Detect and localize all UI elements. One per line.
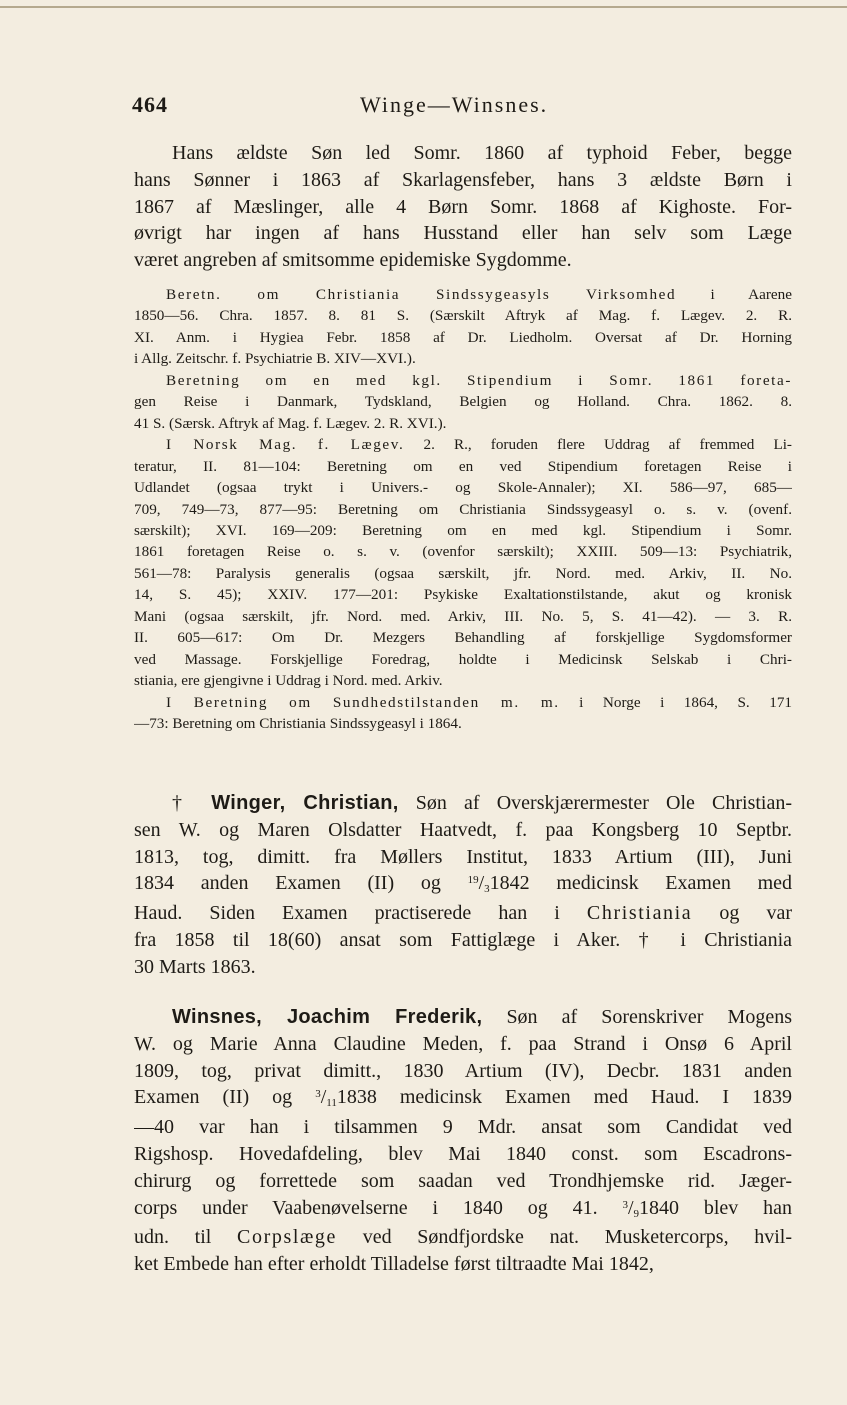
entry-heading-line: † Winger, Christian, Søn af Overskjærermester Ole Christian- [172, 792, 792, 814]
text-line: hans Sønner i 1863 af Skarlagensfeber, hans 3 ældste Børn i [134, 168, 792, 191]
text-line: fra 1858 til 18(60) ansat som Fattiglæge i Aker. † i Christiania [134, 928, 792, 951]
entry-winsnes [134, 1004, 792, 1278]
entry-winger [134, 790, 792, 981]
bib-line: 14, S. 45); XXIV. 177—201: Psykiske Exaltationstilstande, akut og kronisk [134, 586, 792, 604]
bib-line: teratur, II. 81—104: Beretning om en ved Stipendium foretagen Reise i [134, 457, 792, 475]
text-line: Haud. Siden Examen practiserede han i Christiania og var [134, 902, 792, 925]
bib-entry-3-lead: I Norsk Mag. f. Lægev. 2. R., foruden flere Uddrag af fremmed Li- [166, 436, 792, 454]
bib-line: gen Reise i Danmark, Tydskland, Belgien og Holland. Chra. 1862. 8. [134, 393, 792, 411]
entry-name: Winsnes, Joachim Frederik, [172, 1006, 483, 1028]
bib-line: 1850—56. Chra. 1857. 8. 81 S. (Særskilt Aftryk af Mag. f. Lægev. 2. R. [134, 307, 792, 325]
scan-edge-line [0, 6, 847, 8]
text-line: 1813, tog, dimitt. fra Møllers Institut, 1833 Artium (III), Juni [134, 845, 792, 868]
text-line: 1809, tog, privat dimitt., 1830 Artium (IV), Decbr. 1831 anden [134, 1059, 792, 1082]
bib-entry-1-lead: Beretn. om Christiania Sindssygeasyls Virksomhed i Aarene [166, 286, 792, 303]
bib-line: 561—78: Paralysis generalis (ogsaa særskilt, jfr. Nord. med. Arkiv, II. No. [134, 564, 792, 582]
text-line: øvrigt har ingen af hans Husstand eller han selv som Læge [134, 222, 792, 245]
entry-name: Winger, Christian, [211, 792, 399, 814]
bib-line: —73: Beretning om Christiania Sindssygeasyl i 1864. [134, 715, 462, 733]
text-line: udn. til Corpslæge ved Søndfjordske nat. Musketercorps, hvil- [134, 1226, 792, 1249]
bib-entry-2-lead: Beretning om en med kgl. Stipendium i Somr. 1861 foreta- [166, 371, 792, 389]
text-line: Examen (II) og $^3$/111838 medicinsk Examen med Haud. I 1839 [134, 1086, 792, 1110]
bib-line: II. 605—617: Om Dr. Mezgers Behandling af forskjellige Sygdomsformer [134, 629, 792, 647]
text-line: Rigshosp. Hovedafdeling, blev Mai 1840 const. som Escadrons- [134, 1142, 792, 1165]
running-title: Winge—Winsnes. [360, 92, 549, 117]
page-number: 464 [132, 92, 168, 117]
text-line: —40 var han i tilsammen 9 Mdr. ansat som Candidat ved [134, 1116, 792, 1139]
text-line: chirurg og forrettede som saadan ved Trondhjemske rid. Jæger- [134, 1169, 792, 1192]
entry-heading-line: Winsnes, Joachim Frederik, Søn af Sorenskriver Mogens [172, 1006, 792, 1028]
bib-line: 709, 749—73, 877—95: Beretning om Christiania Sindssygeasyl o. s. v. (ovenf. [134, 500, 792, 518]
text-line: været angreben af smitsomme epidemiske Sygdomme. [134, 249, 572, 272]
bibliography [134, 284, 792, 735]
text-line: 1867 af Mæslinger, alle 4 Børn Somr. 1868 af Kighoste. For- [134, 195, 792, 218]
bib-line: 41 S. (Særsk. Aftryk af Mag. f. Lægev. 2. R. XVI.). [134, 414, 447, 432]
text-line: W. og Marie Anna Claudine Meden, f. paa Strand i Onsø 6 April [134, 1032, 792, 1055]
text-line: ket Embede han efter erholdt Tilladelse først tiltraadte Mai 1842, [134, 1253, 654, 1276]
text-line: 1834 anden Examen (II) og $^{19}$/31842 medicinsk Examen med [134, 872, 792, 896]
paragraph-household-illness [134, 140, 792, 274]
bib-line: Mani (ogsaa særskilt, jfr. Nord. med. Arkiv, III. No. 5, S. 41—42). — 3. R. [134, 607, 792, 625]
bib-line: 1861 foretagen Reise o. s. v. (ovenfor særskilt); XXIII. 509—13: Psychiatrik, [134, 543, 792, 561]
page-header [132, 92, 792, 122]
bib-line: Udlandet (ogsaa trykt i Univers.- og Skole-Annaler); XI. 586—97, 685— [134, 479, 792, 497]
text-line: corps under Vaabenøvelserne i 1840 og 41. $^3$/91840 blev han [134, 1196, 792, 1220]
cross-symbol: † [172, 792, 195, 814]
text-line: 30 Marts 1863. [134, 955, 256, 978]
bib-line: særskilt); XVI. 169—209: Beretning om en med kgl. Stipendium i Somr. [134, 521, 792, 539]
bib-line: stiania, ere gjengivne i Uddrag i Nord. med. Arkiv. [134, 672, 443, 690]
text-line: Hans ældste Søn led Somr. 1860 af typhoid Feber, begge [172, 142, 792, 164]
text-line: sen W. og Maren Olsdatter Haatvedt, f. paa Kongsberg 10 Septbr. [134, 818, 792, 841]
bib-line: ved Massage. Forskjellige Foredrag, holdte i Medicinsk Selskab i Chri- [134, 650, 792, 668]
bib-line: XI. Anm. i Hygiea Febr. 1858 af Dr. Liedholm. Oversat af Dr. Horning [134, 328, 792, 346]
bib-line: i Allg. Zeitschr. f. Psychiatrie B. XIV—XVI.). [134, 350, 416, 368]
bib-entry-4-lead: I Beretning om Sundhedstilstanden m. m. i Norge i 1864, S. 171 [166, 693, 792, 711]
